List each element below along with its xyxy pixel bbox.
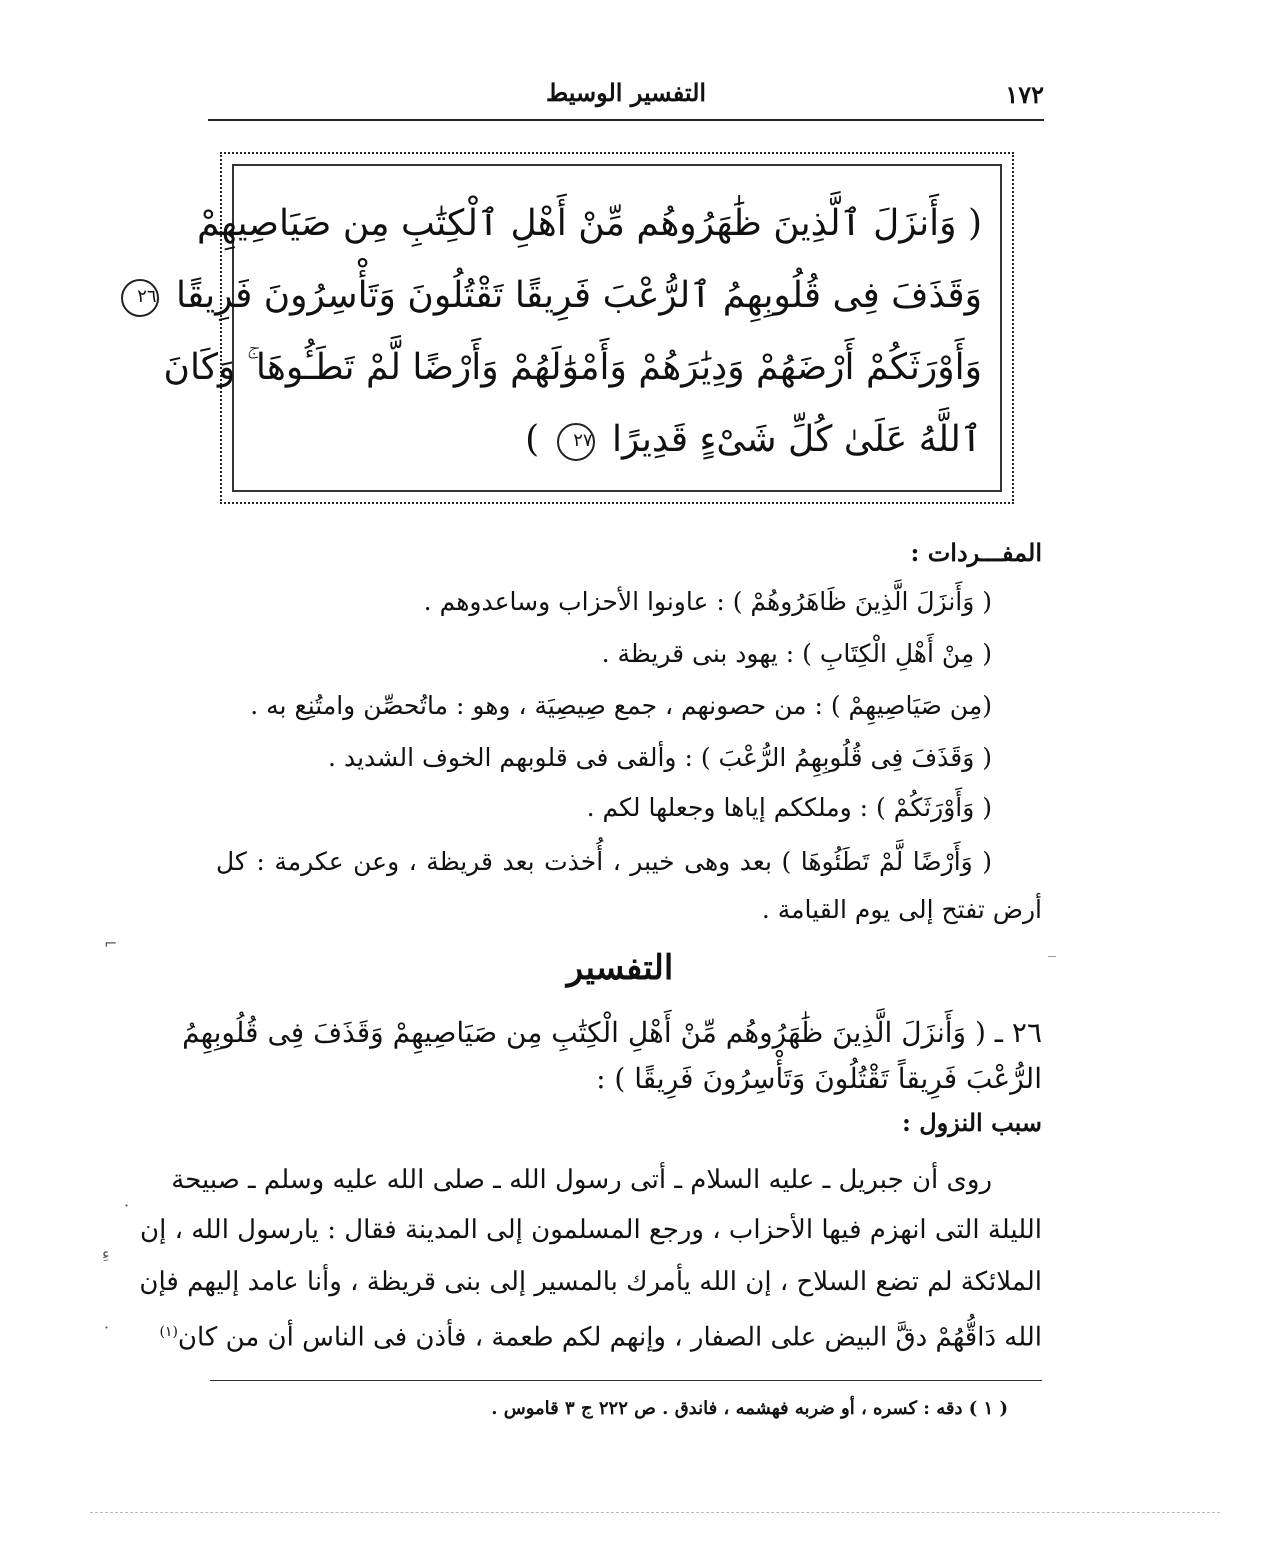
occasion-heading: سبب النزول : xyxy=(902,1108,1042,1137)
body-line-4 xyxy=(159,1308,1042,1356)
ayah-number-26: ٢٦ xyxy=(121,279,159,317)
body-line-2: الليلة التى انهزم فيها الأحزاب ، ورجع المسلمون إلى المدينة فقال : يارسول الله ، إن xyxy=(139,1215,1042,1245)
tafsir-verse-line-2: الرُّعْبَ فَرِيقاً تَقْتُلُونَ وَتَأْسِرُونَ فَرِيقًا ) : xyxy=(596,1062,1042,1095)
verse-closing-paren: ) xyxy=(525,419,540,460)
margin-mark-3: · xyxy=(124,1196,130,1215)
verse-line-2 xyxy=(137,266,982,326)
tafsir-heading: التفسير xyxy=(566,948,674,988)
verse-line-2-text: وَقَذَفَ فِى قُلُوبِهِمُ ٱلرُّعْبَ فَرِيقًا تَقْتُلُونَ وَتَأْسِرُونَ فَرِيقًا xyxy=(176,275,982,316)
verse-line-3: وَأَوْرَثَكُمْ أَرْضَهُمْ وَدِيَٰرَهُمْ وَأَمْوَٰلَهُمْ وَأَرْضًا لَّمْ تَطَـُٔوهَا ۚ وَكَانَ xyxy=(163,347,982,388)
body-line-1: روى أن جبريل ـ عليه السلام ـ أتى رسول الله ـ صلى الله عليه وسلم ـ صبيحة xyxy=(171,1165,992,1195)
running-title: التفسير الوسيط xyxy=(545,78,707,107)
vocab-item-6-continued: أرض تفتح إلى يوم القيامة . xyxy=(761,895,1042,924)
vocab-item-1: ( وَأَنزَلَ الَّذِينَ ظَاهَرُوهُمْ ) : عاونوا الأحزاب وساعدوهم . xyxy=(423,587,992,616)
margin-mark-1: ⌐ xyxy=(104,934,118,953)
margin-mark-2: _ xyxy=(1048,938,1056,957)
scan-edge-line xyxy=(90,1512,1220,1513)
margin-mark-5: · xyxy=(104,1318,110,1337)
vocab-item-5: ( وَأَوْرَثَكُمْ ) : وملككم إياها وجعلها لكم . xyxy=(586,793,992,822)
footnote-rule xyxy=(210,1380,1042,1381)
vocab-item-3: (مِن صَيَاصِيهِمْ ) : من حصونهم ، جمع صِيصِيَة ، وهو : ماتُحصِّن وامتُنِع به . xyxy=(250,691,992,720)
ayah-number-27: ٢٧ xyxy=(557,423,595,461)
tafsir-verse-line-1: ٢٦ ـ ( وَأَنزَلَ الَّذِينَ ظَٰهَرُوهُم مِّنْ أَهْلِ الْكِتَٰبِ مِن صَيَاصِيهِمْ وَقَذَفَ فِى قُلُوبِهِمُ xyxy=(182,1016,1042,1049)
vocab-item-4: ( وَقَذَفَ فِى قُلُوبِهِمُ الرُّعْبَ ) : وألقى فى قلوبهم الخوف الشديد . xyxy=(328,743,992,772)
quran-verse-frame xyxy=(137,152,1014,504)
verse-line-4-text: ٱللَّهُ عَلَىٰ كُلِّ شَىْءٍ قَدِيرًا xyxy=(612,419,982,460)
vocab-item-6: ( وَأَرْضًا لَّمْ تَطَئُوهَا ) بعد وهى خيبر ، أُخذت بعد قريظة ، وعن عكرمة : كل xyxy=(216,847,992,876)
body-line-3: الملائكة لم تضع السلاح ، إن الله يأمرك بالمسير إلى بنى قريظة ، وأنا عامد إليهم فإن xyxy=(139,1267,1042,1297)
verse-line-4 xyxy=(252,410,982,470)
vocab-item-2: ( مِنْ أَهْلِ الْكِتَابِ ) : يهود بنى قريظة . xyxy=(601,639,992,668)
verse-line-1: ( وَأَنزَلَ ٱلَّذِينَ ظَٰهَرُوهُم مِّنْ أَهْلِ ٱلْكِتَٰبِ مِن صَيَاصِيهِمْ xyxy=(196,203,982,244)
vocab-heading: المفـــردات : xyxy=(910,538,1042,567)
footnote-reference: (١) xyxy=(159,1324,178,1340)
header-rule xyxy=(208,119,1044,121)
page-number: ١٧٢ xyxy=(1005,80,1044,109)
footnote: ( ١ ) دقه : كسره ، أو ضربه فهشمه ، فاندق . ص ٢٢٢ ج ٣ قاموس . xyxy=(491,1398,1008,1419)
page-header xyxy=(208,78,1044,108)
body-line-4-text: الله دَاقُّهُمْ دقَّ البيض على الصفار ، وإنهم لكم طعمة ، فأذن فى الناس أن من كان xyxy=(177,1322,1042,1353)
margin-mark-4: ءِ xyxy=(102,1244,110,1263)
